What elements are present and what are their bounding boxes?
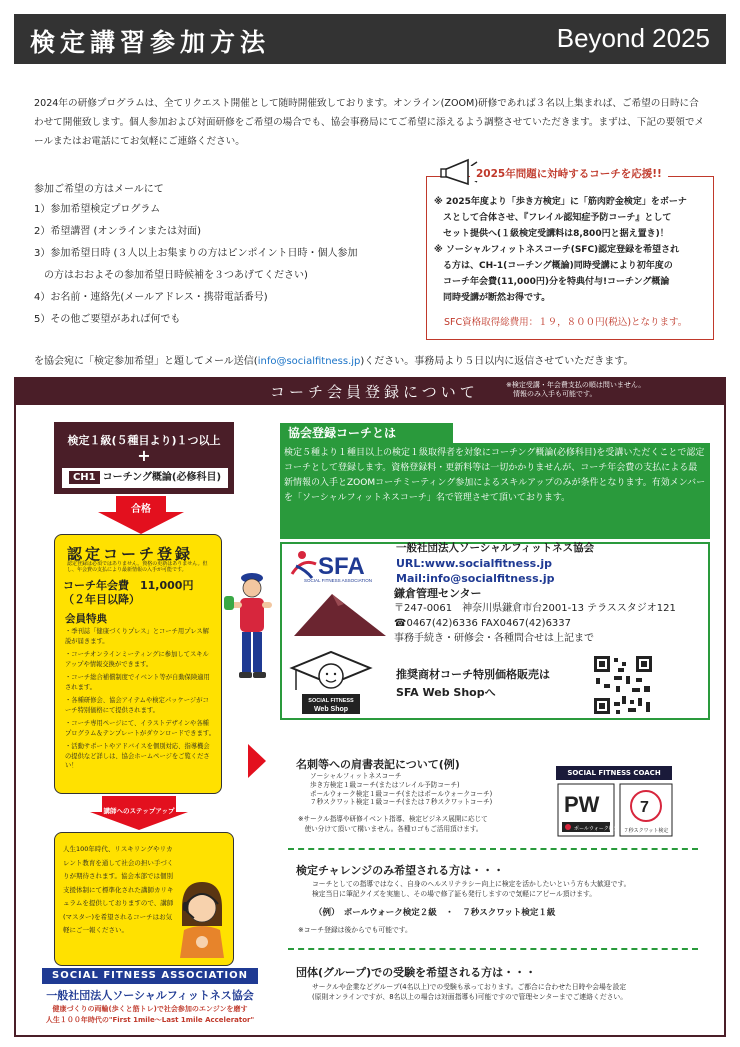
center-name: 鎌倉管理センター — [394, 587, 482, 600]
page-header — [14, 14, 726, 64]
promo-title: 2025年問題に対峙するコーチを応援!! — [470, 166, 668, 181]
sfa-org: 一般社団法人ソーシャルフィットネス協会 — [396, 542, 595, 554]
note-line: ※サークル指導や研修イベント指導、検定ビジネス展開に応じて — [298, 815, 488, 823]
challenge-example: （例） ポールウォーク検定２級 ・ ７秒スクワット検定１級 — [314, 908, 556, 918]
text-line: コーチとしての指導ではなく、自身のヘルスリテラシー向上に検定を活かしたいという方も大歓迎です。 — [312, 880, 631, 888]
list-item: 2）希望講習 (オンラインまたは対面) — [34, 226, 202, 237]
list-item: ソーシャルフィットネスコーチ — [310, 772, 402, 780]
send-text-before: を協会宛に「検定参加希望」と題してメール送信( — [34, 356, 258, 367]
requirement-ch1 — [62, 468, 228, 488]
list-item: ・コーチ総合補償制度でイベント等が自動保険適用されます。 — [65, 674, 210, 691]
list-item: ・季刊誌「健康づくりプレス」とコーチ用プレス解説が届きます。 — [65, 628, 209, 645]
ch1-label: コーチング概論(必修科目) — [102, 472, 222, 483]
center-phone: ☎0467(42)6336 FAX0467(42)6337 — [394, 618, 572, 629]
sfc-badge: SOCIAL FITNESS COACH — [556, 766, 672, 780]
note-line: 使い分けて頂いて構いません。各種ロゴもご活用頂けます。 — [298, 825, 483, 833]
fee-line: （２年目以降） — [63, 593, 140, 606]
association-ja: 一般社団法人ソーシャルフィットネス協会 — [46, 989, 254, 1002]
squat-logo-text: ７秒スクワット検定 — [623, 828, 669, 834]
list-item: ・各種研修会、協会アイテムや検定パッケージがコーチ特別価格にて提供されます。 — [65, 697, 209, 714]
sfa-logo-text: SFA — [318, 553, 365, 580]
web-shop-logo — [288, 646, 374, 716]
list-item: ポールウォーク検定１級コーチ(またはポールウォークコーチ) — [310, 789, 493, 798]
apply-heading: 参加ご希望の方はメールにて — [34, 184, 164, 195]
list-item: 4）お名前・連絡先(メールアドレス・携帯電話番号) — [34, 292, 268, 303]
ch1-badge: CH1 — [69, 471, 100, 484]
group-title: 団体(グループ)での受験を希望される方は・・・ — [296, 966, 537, 979]
meishi-title: 名刺等への肩書表記について(例) — [296, 758, 460, 771]
text-line: 検定当日に筆記クイズを実施し、その場で修了証も発行しますので気軽にアピール頂けます。 — [312, 890, 597, 898]
sfa-mail[interactable]: Mail:info@socialfitness.jp — [396, 572, 555, 585]
send-text-after: )ください。事務局より５日以内に返信させていただきます。 — [360, 356, 634, 367]
promo-line: ※ ソーシャルフィットネスコーチ(SFC)認定登録を希望され — [434, 245, 680, 255]
fee-line: コーチ年会費 11,000円 — [63, 579, 194, 592]
note-line: ※検定受講・年会費支払の順は問いません。 — [506, 381, 646, 389]
page-title: 検定講習参加方法 — [30, 28, 271, 57]
email-link[interactable]: info@socialfitness.jp — [257, 356, 361, 367]
list-item: ・活動サポートやアドバイスを個別対応、指導機会の提供など詳しは、協会ホームページをご覧ください！ — [65, 743, 210, 769]
promo-line: ※ 2025年度より「歩き方検定」に「筋肉貯金検定」をボーナ — [434, 197, 687, 207]
challenge-text — [312, 879, 702, 899]
cert-fee — [63, 579, 215, 607]
slogan: 人生１００年時代の"First 1mile～Last 1mile Accelerator" — [45, 1016, 255, 1024]
qr-code[interactable] — [592, 654, 654, 716]
divider — [288, 948, 698, 950]
pole-walk-logo — [558, 784, 619, 836]
coach-section-note — [506, 381, 645, 399]
list-item: ７秒スクワット検定１級コーチ(または７秒スクワットコーチ) — [310, 798, 493, 807]
text-line: (原則オンラインですが、8名以上の場合は対面指導も)可能ですので管理センターまでご連絡ください。 — [312, 993, 628, 1001]
cert-box — [54, 534, 222, 794]
coach-illustration — [224, 566, 274, 686]
meishi-note — [298, 814, 568, 834]
benefits-title: 会員特典 — [65, 613, 107, 625]
challenge-title: 検定チャレンジのみ希望される方は・・・ — [296, 864, 505, 877]
cert-sub: 認定登録は必須ではありません。資格の更新はありません。但し、年会費の支払により最新情報の入手が可能です。 — [67, 561, 208, 573]
sfa-logo-sub: SOCIAL FITNESS ASSOCIATION — [304, 578, 373, 583]
meishi-examples — [310, 772, 550, 807]
plus-sign: + — [137, 446, 151, 465]
sfa-logo — [290, 548, 390, 584]
instructor-text: 人生100年時代、リスキリングやリカレント教育を通して社会の担い手づくりが期待されます。協会本部では個別支援体制にて標準化された講師カリキュラムを提供しておりますので、講師(マスター)を希望されるコーチはお気軽にご一報ください。 — [63, 845, 174, 934]
text-line: サークルや企業などグループ(4名以上)での受験も承っております。ご都合に合わせた日時や会場を設定 — [312, 983, 627, 991]
send-instruction — [34, 352, 634, 367]
svg-text:7: 7 — [640, 799, 649, 816]
center-note: 事務手続き・研修会・各種問合せは上記まで — [394, 633, 594, 644]
promo-line: セット提供へ(１級検定受講料は8,800円と据え置き)！ — [434, 229, 669, 239]
list-item: 3）参加希望日時 (３人以上お集まりの方はピンポイント日時・個人参加 — [34, 248, 358, 259]
squat-logo — [620, 784, 672, 836]
shop-text[interactable] — [396, 666, 586, 702]
list-item: ・コーチ専用ページにて、イラストデザインや各種プログラム＆テンプレートがダウンロードできます。 — [65, 720, 215, 737]
web-shop-logo-line1: SOCIAL FITNESS — [308, 698, 354, 704]
coach-section-header — [14, 377, 726, 405]
registered-title: 協会登録コーチとは — [280, 423, 453, 443]
list-item: の方はおおよその参加希望日時候補を３つあげてください) — [34, 270, 308, 281]
shop-text-line: 推奨商材コーチ特別価格販売は — [396, 668, 550, 681]
divider — [288, 848, 698, 850]
right-arrow-icon — [248, 744, 266, 778]
pass-label: 合格 — [131, 504, 151, 515]
apply-list — [34, 180, 414, 331]
promo-body — [434, 194, 706, 306]
requirement-box — [54, 422, 234, 494]
coach-section-title: コーチ会員登録について — [270, 383, 479, 401]
kamakura-center — [394, 586, 704, 646]
registered-text: 検定５種より１種目以上の検定１級取得者を対象にコーチング概論(必修科目)を受講いただくことで認定コーチとして登録します。資格登録料・更新料等は一切かかりませんが、コーチ年会費の支払による最新情報の入手とZOOMコーチミーティング参加によるスキルアップのみが条件となります。有効メンバーを「ソーシャルフィットネスコーチ」名で管理させて頂いております。 — [284, 448, 706, 503]
group-text — [312, 982, 702, 1002]
promo-line: スとして合体させ、『フレイル認知症予防コーチ』として — [434, 213, 672, 223]
shop-link[interactable]: SFA Web Shopへ — [396, 686, 496, 699]
slogan: 健康づくりの両輪(歩くと筋トレ)で社会参加のエンジンを磨す — [52, 1005, 248, 1013]
list-item: ・コーチオンラインミーティングに参加してスキルアップや情報交換ができます。 — [65, 651, 209, 668]
sfa-contact — [396, 554, 554, 586]
list-item: 歩き方検定１級コーチ(またはフレイル予防コーチ) — [310, 780, 460, 789]
list-item: 1）参加希望検定プログラム — [34, 204, 161, 215]
list-item: 5）その他ご要望があれば何でも — [34, 314, 181, 325]
intro-text: 2024年の研修プログラムは、全てリクエスト開催として随時開催致しております。オンライン(ZOOM)研修であれば３名以上集まれば、ご希望の日時に合わせて開催致します。個人参加および対面研修をご希望の場合でも、協会事務局にてご希望に添えるよう調整させていただきます。まずは、下記の要領でメールまたはお電話にてお気軽にご連絡ください。 — [34, 98, 705, 147]
promo-line: る方は、CH-1(コーチング概論)同時受講により初年度の — [434, 261, 673, 271]
benefits-list — [65, 627, 215, 775]
mountain-icon — [292, 588, 388, 638]
center-address: 〒247-0061 神奈川県鎌倉市台2001-13 テラススタジオ121 — [394, 603, 676, 614]
challenge-note: ※コーチ登録は後からでも可能です。 — [298, 926, 412, 934]
sfa-url[interactable]: URL:www.socialfitness.jp — [396, 557, 552, 570]
promo-total: SFC資格取得総費用：１９，８００円(税込)となります。 — [444, 317, 688, 328]
cert-title: 認定コーチ登録 — [67, 545, 194, 563]
promo-line: 同時受講が断然お得です。 — [434, 293, 551, 303]
svg-text:PW: PW — [564, 792, 600, 817]
pole-walk-logo-text: ポールウォーク検定 — [574, 826, 619, 832]
web-shop-logo-line2: Web Shop — [313, 706, 349, 713]
brand-label: Beyond 2025 — [556, 23, 710, 53]
note-line: 情報のみ入手も可能です。 — [506, 390, 597, 398]
step-label: 講師へのステップアップ — [103, 807, 175, 815]
operator-illustration — [172, 878, 228, 958]
association-en: SOCIAL FITNESS ASSOCIATION — [42, 968, 258, 984]
promo-line: コーチ年会費(11,000円)分を特典付与!コーチング概論 — [434, 277, 670, 287]
requirement-line: 検定１級(５種目より)１つ以上 — [67, 434, 221, 447]
